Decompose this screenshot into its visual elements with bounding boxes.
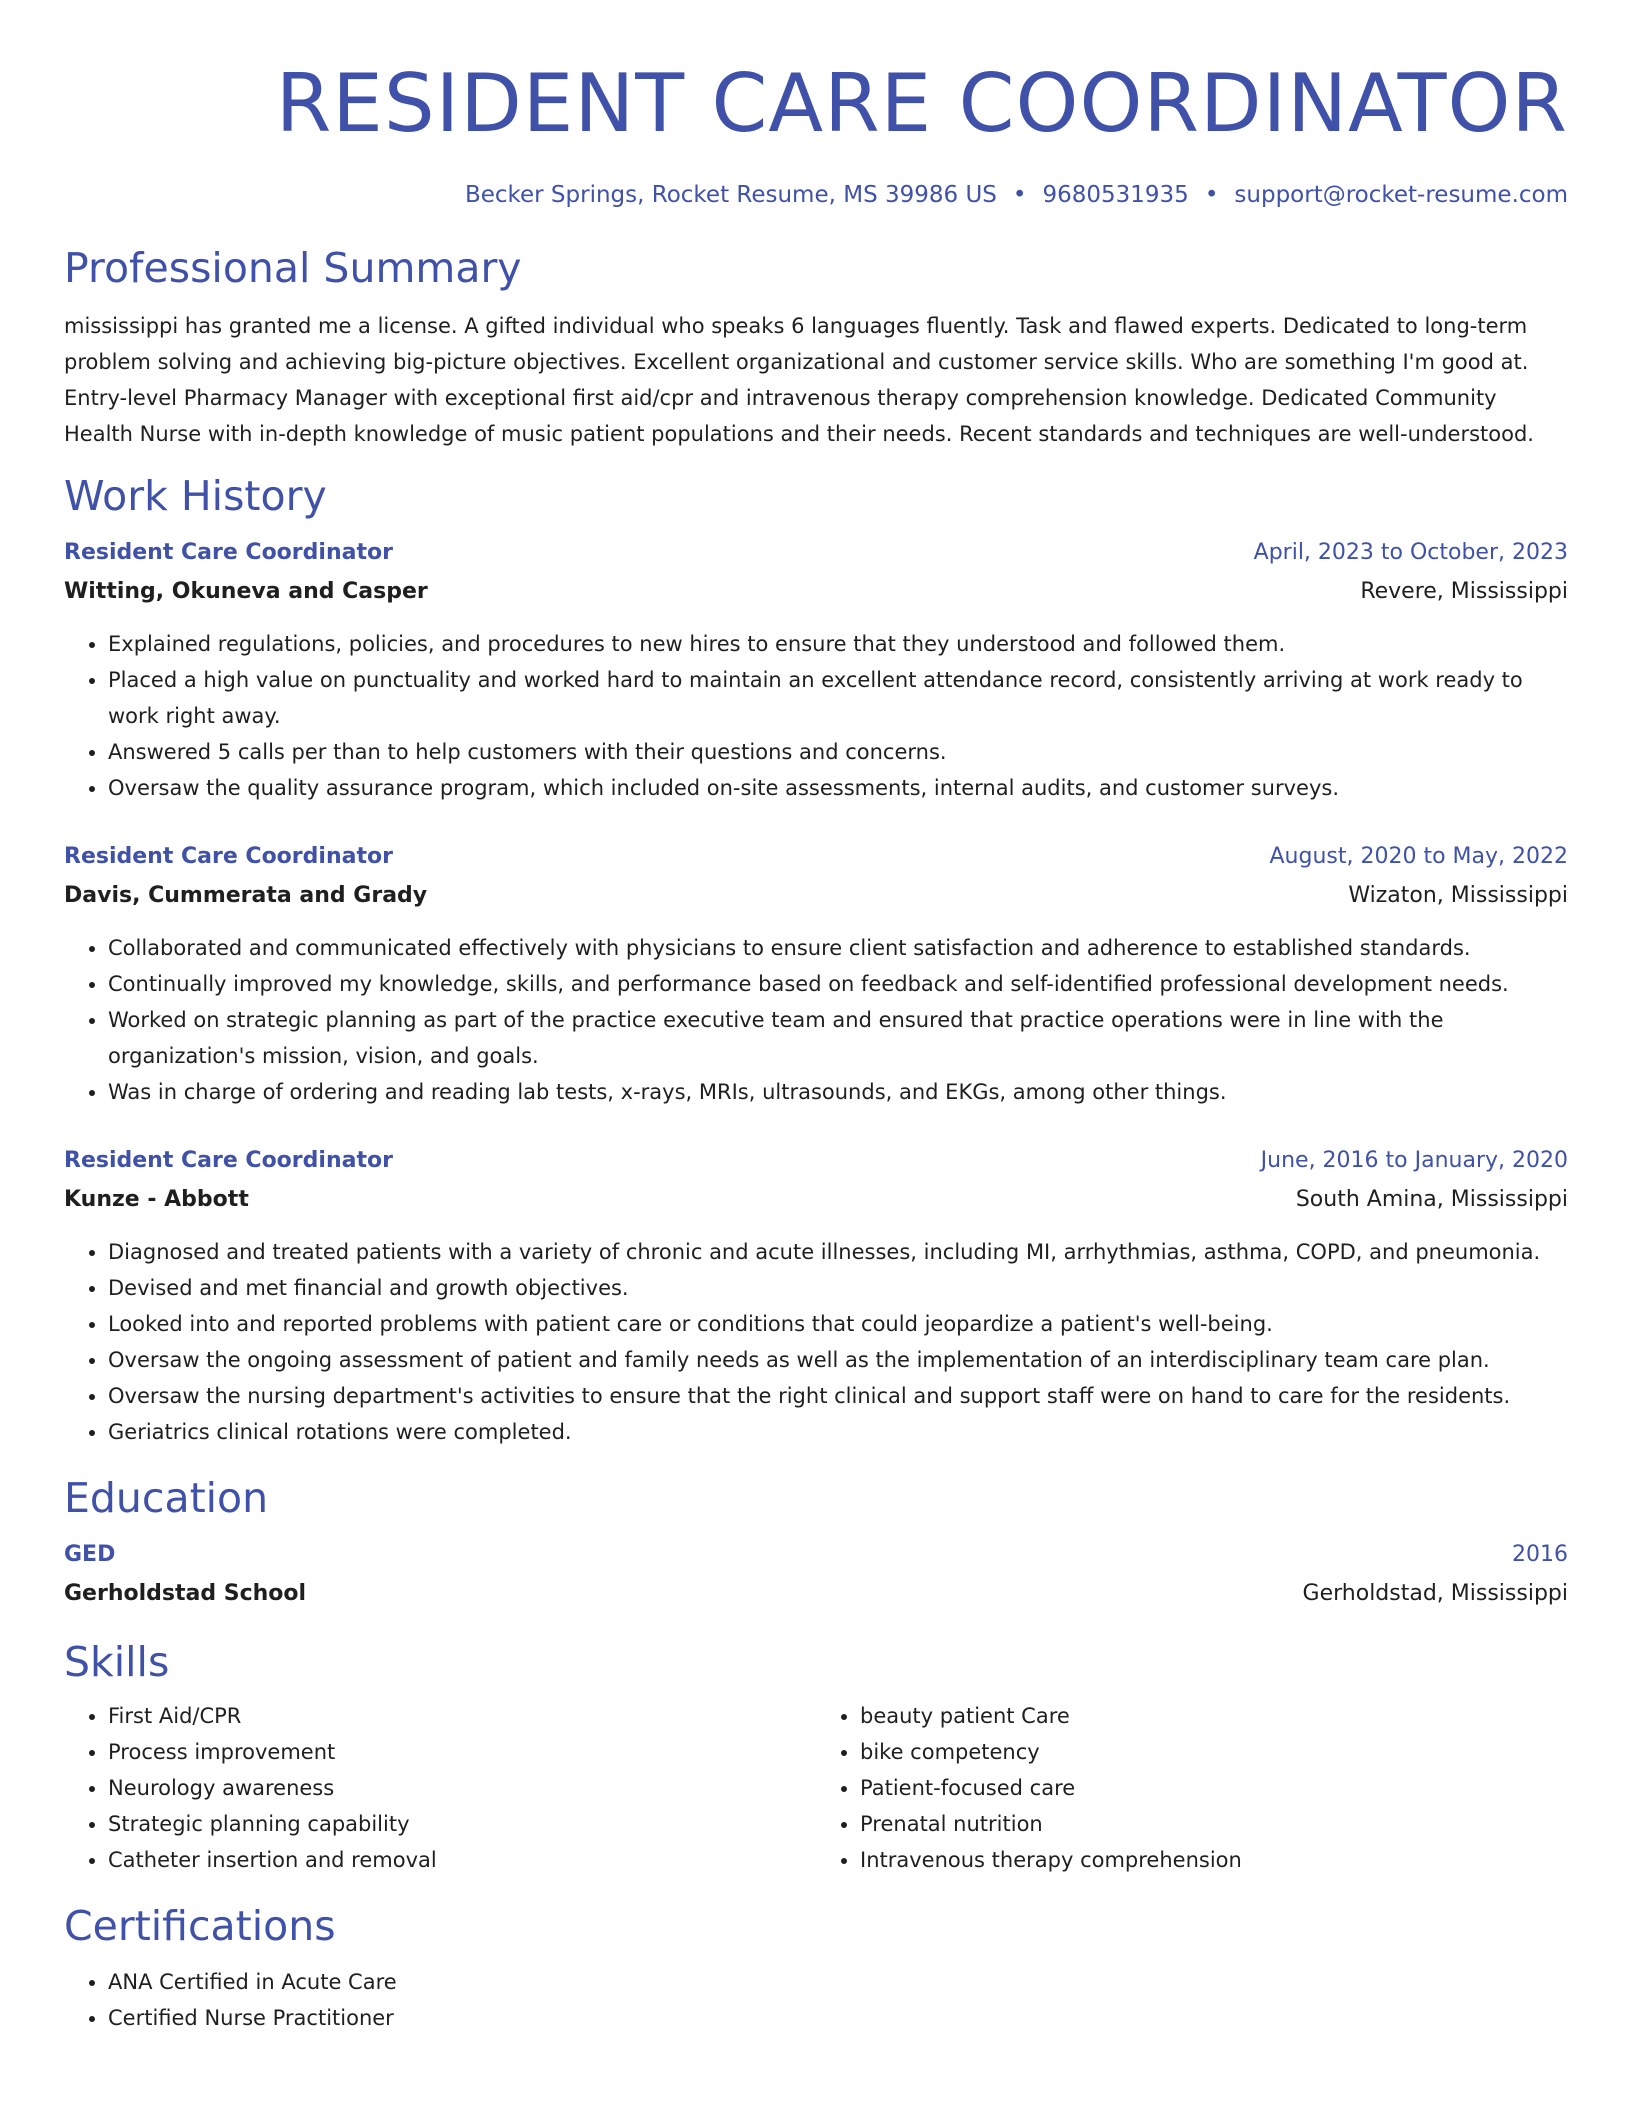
contact-line <box>64 180 1568 210</box>
job-bullet: • Answered 5 calls per than to help customers with their questions and concerns. <box>108 734 1568 770</box>
resume-name: RESIDENT CARE COORDINATOR <box>275 57 1568 150</box>
job-company: Kunze - Abbott <box>64 1187 249 1212</box>
job-bullet: • Looked into and reported problems with patient care or conditions that could jeopardize a patient's well-being. <box>108 1306 1568 1342</box>
job-entry <box>64 1142 1568 1450</box>
contact-email[interactable]: support@rocket-resume.com <box>1234 182 1568 208</box>
job-bullet: • Continually improved my knowledge, skills, and performance based on feedback and self-identified professional development needs. <box>108 966 1568 1002</box>
job-bullet: • Oversaw the ongoing assessment of patient and family needs as well as the implementation of an interdisciplinary team care plan. <box>108 1342 1568 1378</box>
skill-item: • Catheter insertion and removal <box>108 1842 816 1878</box>
job-bullet: • Placed a high value on punctuality and worked hard to maintain an excellent attendance record, consistently arriving at work ready to work right away. <box>108 662 1568 734</box>
job-title: Resident Care Coordinator <box>64 1148 393 1173</box>
education-subheader <box>64 1574 1568 1614</box>
skill-item: • Strategic planning capability <box>108 1806 816 1842</box>
job-bullet: • Was in charge of ordering and reading lab tests, x-rays, MRIs, ultrasounds, and EKGs, among other things. <box>108 1074 1568 1110</box>
job-bullet: • Collaborated and communicated effectively with physicians to ensure client satisfaction and adherence to established standards. <box>108 930 1568 966</box>
job-header <box>64 838 1568 876</box>
skill-item: • Prenatal nutrition <box>860 1806 1568 1842</box>
job-bullets <box>64 1234 1568 1450</box>
education-header <box>64 1536 1568 1574</box>
skill-item: • beauty patient Care <box>860 1698 1568 1734</box>
section-title-summary: Professional Summary <box>64 244 522 292</box>
contact-separator: • <box>1204 182 1219 208</box>
job-subheader <box>64 572 1568 612</box>
skills-list-right <box>816 1698 1568 1878</box>
job-location: Wizaton, Mississippi <box>1348 883 1568 908</box>
job-header <box>64 534 1568 572</box>
skills-list-left <box>64 1698 816 1878</box>
contact-separator: • <box>1012 182 1027 208</box>
skill-item: • First Aid/CPR <box>108 1698 816 1734</box>
certification-item: • Certified Nurse Practitioner <box>108 2000 1568 2036</box>
job-header <box>64 1142 1568 1180</box>
job-dates: April, 2023 to October, 2023 <box>1253 540 1568 565</box>
education-degree: GED <box>64 1542 116 1567</box>
job-entry <box>64 838 1568 1110</box>
skill-item: • Neurology awareness <box>108 1770 816 1806</box>
skill-item: • bike competency <box>860 1734 1568 1770</box>
certifications-list <box>64 1964 1568 2036</box>
job-location: Revere, Mississippi <box>1360 579 1568 604</box>
job-location: South Amina, Mississippi <box>1295 1187 1568 1212</box>
job-entry <box>64 534 1568 806</box>
certification-item: • ANA Certified in Acute Care <box>108 1964 1568 2000</box>
section-title-certifications: Certifications <box>64 1902 336 1950</box>
summary-text: mississippi has granted me a license. A gifted individual who speaks 6 languages fluently. Task and flawed experts. Dedicated to long-term problem solving and achieving big-picture objectives. Excellent organizational and customer service skills. Who are something I'm good at. Entry-level Pharmacy Manager with exceptional first aid/cpr and intravenous therapy comprehension knowledge. Dedicated Community Health Nurse with in-depth knowledge of music patient populations and their needs. Recent standards and techniques are well-understood. <box>64 314 1534 446</box>
job-bullet: • Diagnosed and treated patients with a variety of chronic and acute illnesses, including MI, arrhythmias, asthma, COPD, and pneumonia. <box>108 1234 1568 1270</box>
job-bullet: • Worked on strategic planning as part of the practice executive team and ensured that practice operations were in line with the organization's mission, vision, and goals. <box>108 1002 1568 1074</box>
job-company: Davis, Cummerata and Grady <box>64 883 428 908</box>
section-title-education: Education <box>64 1474 269 1522</box>
education-location: Gerholdstad, Mississippi <box>1302 1581 1568 1606</box>
job-title: Resident Care Coordinator <box>64 540 393 565</box>
job-bullet: • Explained regulations, policies, and procedures to new hires to ensure that they understood and followed them. <box>108 626 1568 662</box>
job-title: Resident Care Coordinator <box>64 844 393 869</box>
section-title-work: Work History <box>64 472 327 520</box>
skill-item: • Intravenous therapy comprehension <box>860 1842 1568 1878</box>
job-bullet: • Oversaw the nursing department's activities to ensure that the right clinical and support staff were on hand to care for the residents. <box>108 1378 1568 1414</box>
section-title-skills: Skills <box>64 1638 170 1686</box>
education-year: 2016 <box>1512 1542 1568 1567</box>
job-dates: August, 2020 to May, 2022 <box>1269 844 1568 869</box>
job-bullet: • Geriatrics clinical rotations were completed. <box>108 1414 1568 1450</box>
skill-item: • Patient-focused care <box>860 1770 1568 1806</box>
skills-columns <box>64 1698 1568 1878</box>
skill-item: • Process improvement <box>108 1734 816 1770</box>
education-school: Gerholdstad School <box>64 1581 307 1606</box>
job-bullets <box>64 930 1568 1110</box>
job-dates: June, 2016 to January, 2020 <box>1260 1148 1568 1173</box>
job-bullet: • Devised and met financial and growth objectives. <box>108 1270 1568 1306</box>
job-company: Witting, Okuneva and Casper <box>64 579 428 604</box>
education-entry <box>64 1536 1568 1614</box>
job-bullets <box>64 626 1568 806</box>
contact-address: Becker Springs, Rocket Resume, MS 39986 US <box>464 182 997 208</box>
job-subheader <box>64 1180 1568 1220</box>
contact-phone: 9680531935 <box>1042 182 1189 208</box>
job-subheader <box>64 876 1568 916</box>
job-bullet: • Oversaw the quality assurance program, which included on-site assessments, internal audits, and customer surveys. <box>108 770 1568 806</box>
